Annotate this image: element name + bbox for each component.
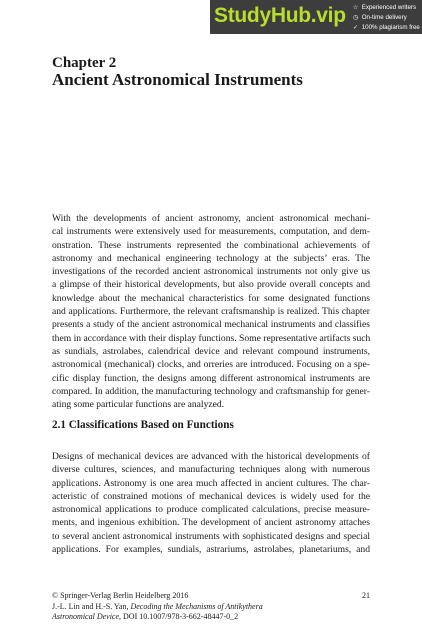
body-paragraph [52,450,370,556]
text-line: astronomy and mechanical engineering technology at the subjects’ eras. The [52,252,370,264]
chapter-title: Ancient Astronomical Instruments [52,70,303,89]
text-line: astronomical applications to produce complicated calculations, precise measure- [52,504,370,516]
feature-text: Experienced writers [361,4,417,11]
citation-authors: J.-L. Lin and H.-S. Yan, [52,601,131,611]
text-line: ating some particular functions are analyzed. [52,399,225,411]
text-line: to several ancient astronomical instruments with sophisticated designs and special [52,530,370,542]
feature-text: 100% plagiarism free [361,24,420,31]
text-line: presents a study of the ancient astronomical mechanical instruments and classifies [52,319,370,331]
clock-icon: ◷ [353,15,359,21]
abstract-paragraph [52,212,370,411]
text-line: onstration. These instruments represented the combinational achievements of [52,239,370,251]
feature-on-time-delivery [353,13,420,23]
text-line: Designs of mechanical devices are advanced with the historical developments of [52,451,370,462]
star-icon: ☆ [353,5,359,11]
text-line: With the developments of ancient astronomy, ancient astronomical mechani- [52,213,370,224]
citation-line [52,602,370,613]
text-line: and applications. Furthermore, the relevant craftsmanship is realized. This chapter [52,306,370,318]
section-heading: 2.1 Classifications Based on Functions [52,419,234,431]
text-line: ments, and ingenious exhibition. The development of ancient astronomy attaches [52,517,370,529]
text-line: acteristic of constrained motions of mechanical devices is widely used for the [52,490,370,502]
ad-banner[interactable] [210,0,422,34]
text-line: diverse cultures, sciences, and manufacturing techniques along with numerous [52,464,370,476]
text-line: a glimpse of their historical developments, but also provide overall concepts and [52,279,370,291]
check-icon: ✓ [353,25,359,31]
page-number: 21 [362,591,370,600]
ad-features [353,3,420,33]
chapter-label: Chapter 2 [52,55,117,71]
citation-book-title-continued: Astronomical Device [52,612,120,622]
text-line: knowledge about the mechanical characteristics for some designated functions [52,292,370,304]
text-line: cific display function, the designs among different astronomical instruments are [52,372,370,384]
copyright-line: © Springer-Verlag Berlin Heidelberg 2016 [52,591,189,600]
text-line: applications. For examples, sundials, astrariums, astrolabes, planetariums, and [52,544,370,556]
feature-text: On-time delivery [361,14,407,21]
feature-plagiarism-free [353,23,420,33]
text-line: as sundials, astrolabes, calendrical device and relevant compound instruments, [52,345,370,357]
citation-doi: , DOI 10.1007/978-3-662-48447-0_2 [119,612,239,622]
studyhub-logo[interactable]: StudyHub.vip [214,4,346,27]
text-line: astronomical (mechanical) clocks, and orreries are introduced. Focusing on a spe- [52,359,370,371]
text-line: investigations of the recorded ancient astronomical instruments not only give us [52,266,370,278]
text-line: cal instruments were extensively used for measurements, computation, and dem- [52,226,370,238]
text-line: compared. In addition, the manufacturing technology and craftsmanship for gener- [52,385,370,397]
citation-book-title: Decoding the Mechanisms of Antikythera [130,601,263,611]
citation-line-continued [52,612,370,623]
text-line: applications. Astronomy is one area much affected in ancient cultures. The char- [52,477,370,489]
page-footer [52,591,370,623]
feature-experienced-writers [353,3,420,13]
text-line: them in accordance with their display functions. Some representative artifacts such [52,332,371,344]
